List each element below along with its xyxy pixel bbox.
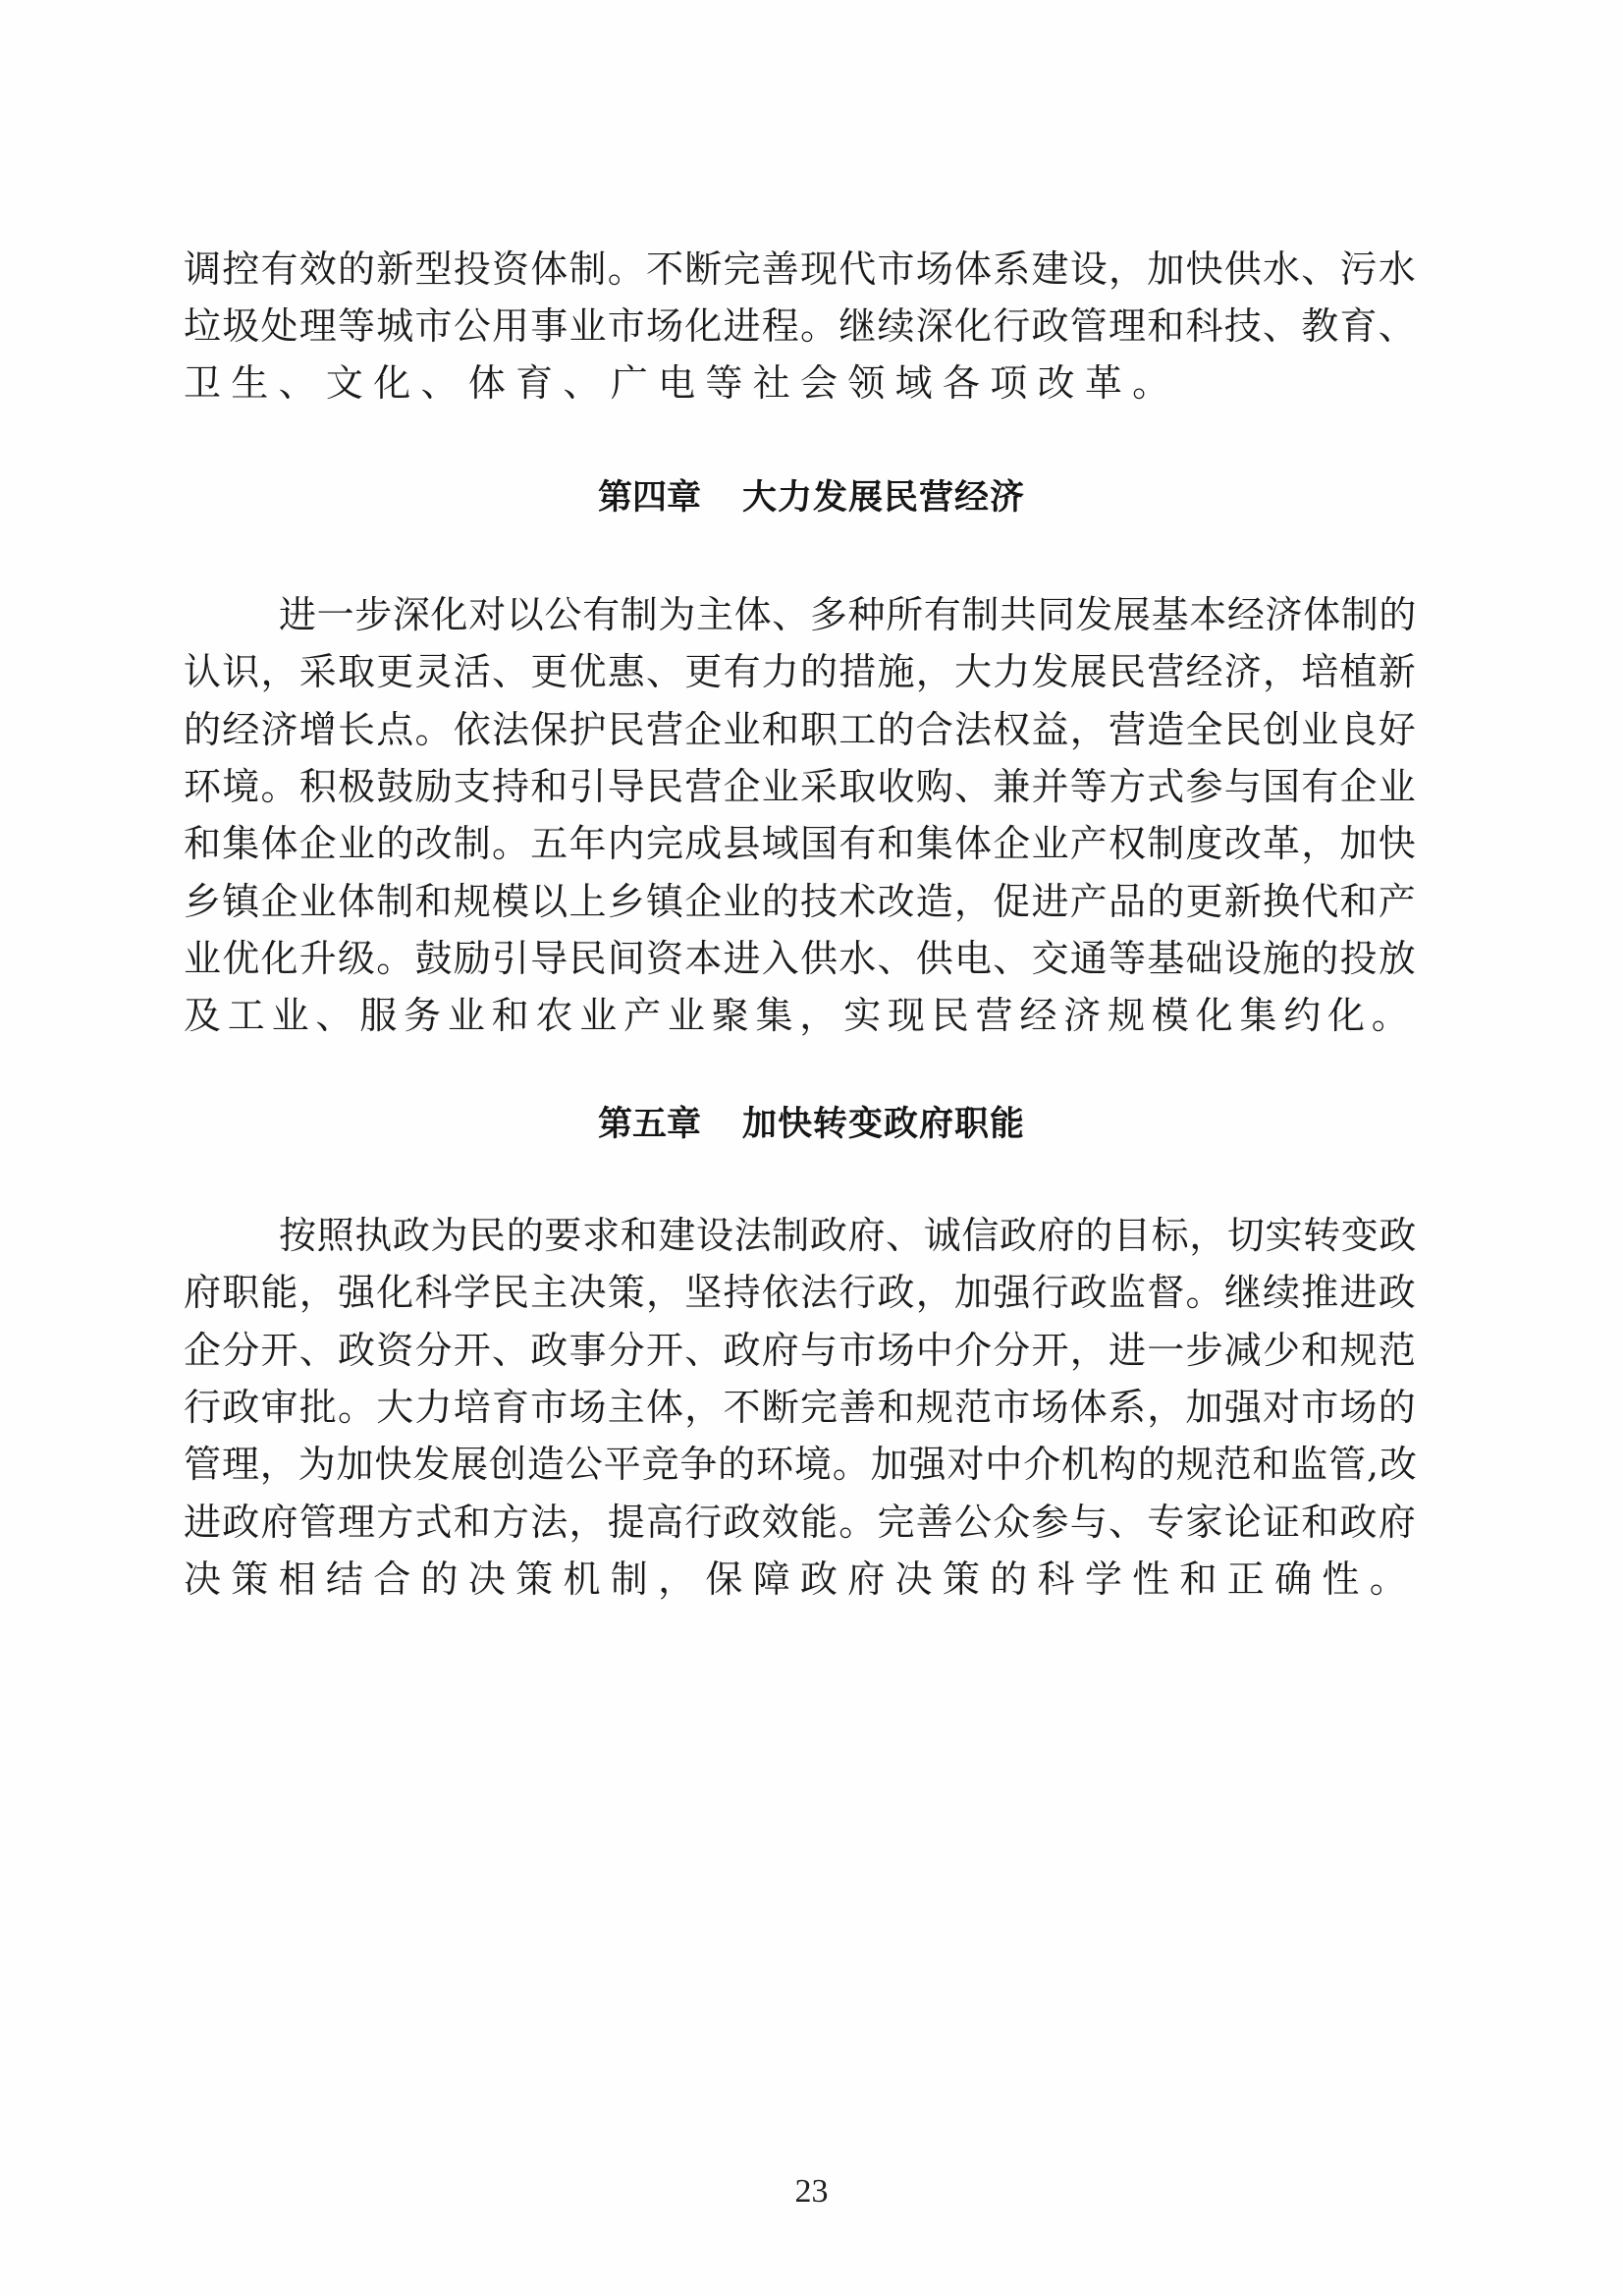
text-line: 进一步深化对以公有制为主体、多种所有制共同发展基本经济体制的 [279, 593, 1418, 636]
chapter-title: 加快转变政府职能 [742, 1105, 1026, 1144]
text-line: 决策相结合的决策机制，保障政府决策的科学性和正确性。 [184, 1558, 1418, 1601]
chapter-number: 第四章 [597, 478, 701, 518]
text-line: 和集体企业的改制。五年内完成县域国有和集体企业产权制度改革，加快 [184, 822, 1418, 865]
text-line: 企分开、政资分开、政事分开、政府与市场中介分开，进一步减少和规范 [184, 1329, 1418, 1372]
text-line: 管理，为加快发展创造公平竞争的环境。加强对中介机构的规范和监管,改 [184, 1443, 1417, 1486]
text-line: 按照执政为民的要求和建设法制政府、诚信政府的目标，切实转变政 [279, 1214, 1418, 1257]
text-line: 行政审批。大力培育市场主体，不断完善和规范市场体系，加强对市场的 [184, 1386, 1418, 1429]
text-line: 调控有效的新型投资体制。不断完善现代市场体系建设，加快供水、污水 [184, 247, 1418, 291]
text-line: 环境。积极鼓励支持和引导民营企业采取收购、兼并等方式参与国有企业 [184, 765, 1418, 808]
text-line: 的经济增长点。依法保护民营企业和职工的合法权益，营造全民创业良好 [184, 708, 1418, 751]
text-line: 乡镇企业体制和规模以上乡镇企业的技术改造，促进产品的更新换代和产 [184, 880, 1418, 923]
page-number: 23 [794, 2173, 829, 2210]
text-line: 进政府管理方式和方法，提高行政效能。完善公众参与、专家论证和政府 [184, 1501, 1418, 1544]
chapter-heading [0, 474, 1623, 521]
text-line: 业优化升级。鼓励引导民间资本进入供水、供电、交通等基础设施的投放 [184, 937, 1418, 980]
text-line: 认识，采取更灵活、更优惠、更有力的措施，大力发展民营经济，培植新 [184, 650, 1418, 693]
text-line: 及工业、服务业和农业产业聚集，实现民营经济规模化集约化。 [184, 994, 1416, 1037]
chapter-title: 大力发展民营经济 [742, 478, 1026, 518]
chapter-number: 第五章 [597, 1105, 701, 1144]
text-line: 卫生、文化、体育、广电等社会领域各项改革。 [184, 361, 1180, 405]
text-line: 垃圾处理等城市公用事业市场化进程。继续深化行政管理和科技、教育、 [184, 304, 1418, 348]
chapter-heading [0, 1101, 1623, 1148]
text-line: 府职能，强化科学民主决策，坚持依法行政，加强行政监督。继续推进政 [184, 1271, 1418, 1314]
